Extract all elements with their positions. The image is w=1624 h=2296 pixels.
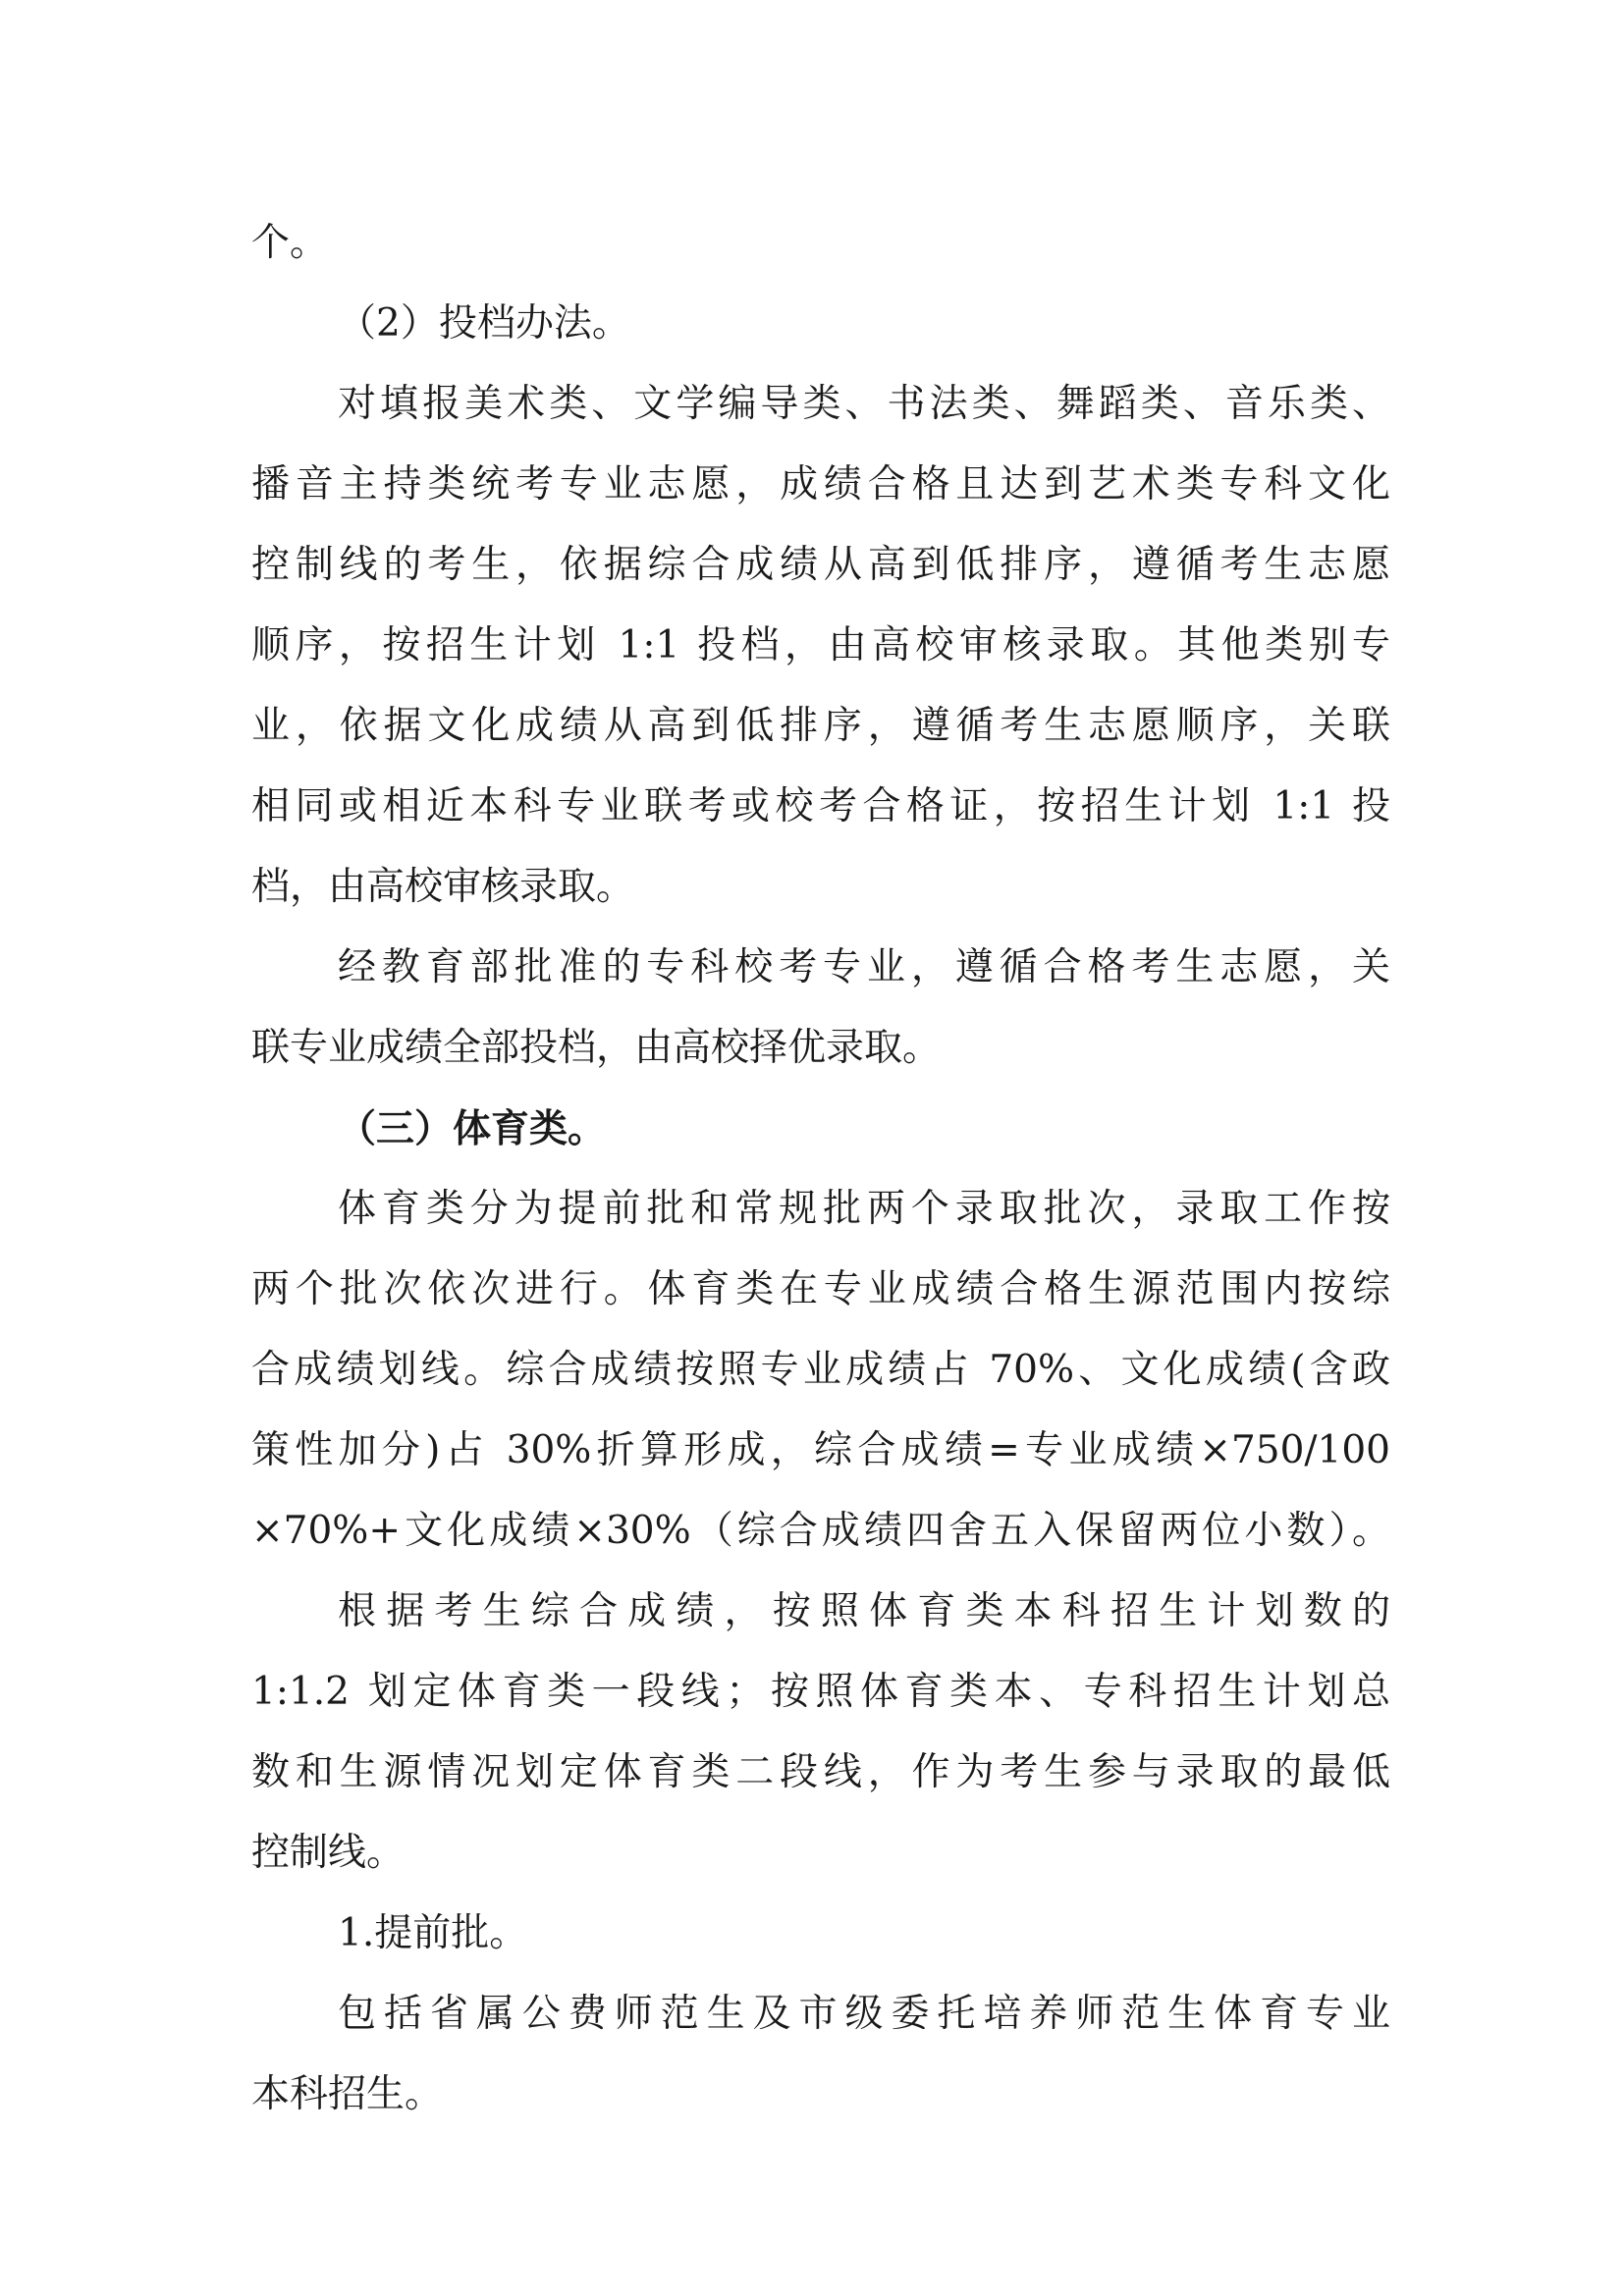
subheading-filing-method: （2）投档办法。 [338, 301, 630, 346]
paragraph-line: ×70%+文化成绩×30%（综合成绩四舍五入保留两位小数）。 [251, 1509, 1390, 1553]
paragraph-line: 控制线。 [251, 1831, 406, 1875]
paragraph-line: 经教育部批准的专科校考专业，遵循合格考生志愿，关 [338, 945, 1390, 989]
paragraph-line: 包括省属公费师范生及市级委托培养师范生体育专业 [338, 1992, 1390, 2036]
paragraph-line: 合成绩划线。综合成绩按照专业成绩占 70%、文化成绩(含政 [251, 1348, 1390, 1392]
paragraph-line: 控制线的考生，依据综合成绩从高到低排序，遵循考生志愿 [251, 543, 1390, 587]
paragraph-line: 数和生源情况划定体育类二段线，作为考生参与录取的最低 [251, 1750, 1390, 1794]
paragraph-line: 档，由高校审核录取。 [251, 865, 635, 909]
paragraph-line: 顺序，按招生计划 1:1 投档，由高校审核录取。其他类别专 [251, 623, 1390, 667]
paragraph-line: 对填报美术类、文学编导类、书法类、舞蹈类、音乐类、 [338, 382, 1390, 426]
paragraph-line: 业，依据文化成绩从高到低排序，遵循考生志愿顺序，关联 [251, 704, 1390, 748]
paragraph-line: 根据考生综合成绩，按照体育类本科招生计划数的 [338, 1589, 1390, 1633]
paragraph-line: 联专业成绩全部投档，由高校择优录取。 [251, 1026, 942, 1070]
paragraph-line: 本科招生。 [251, 2072, 444, 2116]
paragraph-line: 1:1.2 划定体育类一段线；按照体育类本、专科招生计划总 [251, 1670, 1390, 1714]
paragraph-line: 两个批次依次进行。体育类在专业成绩合格生源范围内按综 [251, 1267, 1390, 1311]
paragraph-line: 相同或相近本科专业联考或校考合格证，按招生计划 1:1 投 [251, 784, 1390, 828]
paragraph-line: 策性加分)占 30%折算形成，综合成绩=专业成绩×750/100 [251, 1428, 1390, 1472]
paragraph-line-continuation: 个。 [251, 221, 329, 265]
paragraph-line: 播音主持类统考专业志愿，成绩合格且达到艺术类专科文化 [251, 462, 1390, 507]
section-heading-sports: （三）体育类。 [338, 1106, 607, 1151]
paragraph-line: 体育类分为提前批和常规批两个录取批次，录取工作按 [338, 1187, 1390, 1231]
subheading-early-batch: 1.提前批。 [338, 1911, 528, 1955]
